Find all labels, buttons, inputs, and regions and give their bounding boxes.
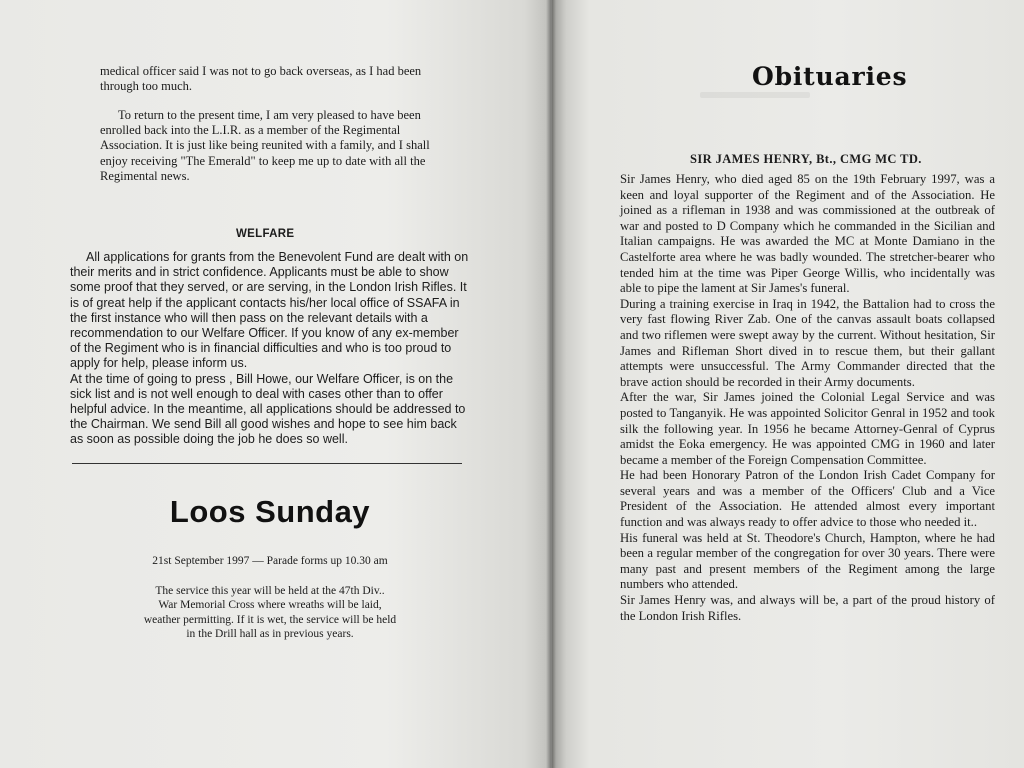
loos-line-2: War Memorial Cross where wreaths will be laid, (158, 599, 382, 612)
welfare-heading: WELFARE (236, 228, 295, 240)
obituary-heading: SIR JAMES HENRY, Bt., CMG MC TD. (690, 152, 922, 166)
section-divider (72, 463, 462, 464)
welfare-section (70, 250, 472, 448)
loos-line-3: weather permitting. If it is wet, the service will be held (143, 613, 397, 626)
obituaries-title: Obituaries (752, 62, 908, 91)
left-paragraph-1: medical officer said I was not to go back overseas, as I had been through too much. (100, 64, 422, 94)
loos-sunday-title: Loos Sunday (169, 494, 371, 529)
obituary-body (620, 172, 995, 624)
welfare-paragraph-2: At the time of going to press , Bill Howe, our Welfare Officer, is on the sick list and is not well enough to deal with cases other than to offer helpful advice. In the meantime, all applications should be addressed to the Chairman. We send Bill all good wishes and hope to see him back as soon as possible doing the job he does so well. (70, 371, 466, 447)
obituary-paragraph-6: Sir James Henry was, and always will be, a part of the proud history of the London Irish Rifles. (620, 593, 995, 623)
obituary-paragraph-3: After the war, Sir James joined the Colonial Legal Service and was posted to Tanganyik. He was appointed Solicitor Genral in 1952 and took silk the following year. In 1956 he became Attorney-Genral of Cyprus amidst the Eoka emergency. He was appointed CMG in 1960 and later became a member of the Foreign Compensation Committee. (620, 390, 995, 467)
loos-sunday-date: 21st September 1997 — Parade forms up 10.30 am (152, 555, 388, 567)
loos-sunday-details (100, 584, 440, 642)
loos-line-4: in the Drill hall as in previous years. (186, 628, 354, 641)
page-gutter (546, 0, 556, 768)
bleed-through-mark (700, 92, 810, 98)
left-paragraph-2: To return to the present time, I am very pleased to have been enrolled back into the L.I.R. as a member of the Regimental Association. It is just like being reunited with a family, and I shall enjoy receiving "The Emerald" to keep me up to date with all the Regimental news. (100, 108, 430, 183)
welfare-paragraph-1: All applications for grants from the Benevolent Fund are dealt with on their merits and in strict confidence. Applicants must be able to show some proof that they served, or are serving, in the London Irish Rifles. It is of great help if the applicant contacts his/her local office of SSAFA in the first instance who will then pass on the relevant details with a recommendation to our Welfare Officer. If you know of any ex-member of the Regiment who is in financial difficulties and who is too proud to apply for help, please inform us. (70, 250, 469, 371)
obituary-paragraph-4: He had been Honorary Patron of the London Irish Cadet Company for several years and was a member of the Officers' Club and a Vice President of the Association. He attended almost every important function and was always ready to offer advice to those who needed it.. (620, 468, 995, 530)
obituary-paragraph-2: During a training exercise in Iraq in 1942, the Battalion had to cross the very fast flowing River Zab. One of the canvas assault boats collapsed and two riflemen were swept away by the current. Without hesitation, Sir James and Rifleman Short dived in to rescue them, but their gallant attempts were unsuccessful. The Army Commander directed that the brave action should be recorded in their Army documents. (620, 296, 995, 389)
obituary-paragraph-1: Sir James Henry, who died aged 85 on the 19th February 1997, was a keen and loyal supporter of the Regiment and of the Association. He joined as a rifleman in 1938 and was commissioned at the outbreak of war and posted to D Company which he commanded in the Sicilian and Italian campaigns. He was awarded the MC at Monte Damiano in the Castelforte area where he was badly wounded. The stretcher-bearer who tended him at the time was Piper George Willis, who incidentally was able to pipe the lament at Sir James's funeral. (620, 172, 995, 296)
loos-line-1: The service this year will be held at the 47th Div.. (155, 585, 385, 597)
obituary-paragraph-5: His funeral was held at St. Theodore's Church, Hampton, where he had been a regular member of the congregation for over 30 years. There were many past and present members of the Regiment among the large numbers who attended. (620, 530, 995, 592)
